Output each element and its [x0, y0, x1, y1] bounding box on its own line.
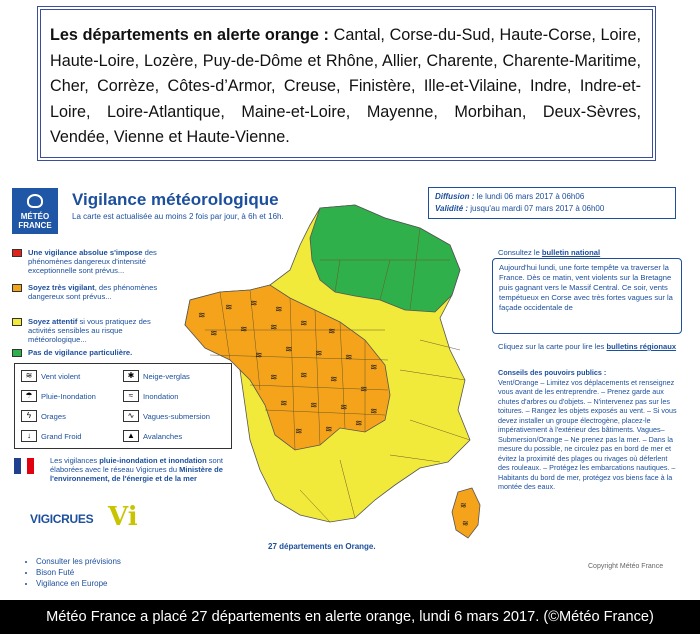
svg-text:≋: ≋ [270, 323, 278, 333]
svg-text:≋: ≋ [285, 345, 293, 355]
bulletin-national-link[interactable]: bulletin national [541, 248, 601, 257]
alert-label: Les départements en alerte orange : [50, 26, 329, 44]
svg-text:≋: ≋ [330, 375, 338, 385]
svg-text:≋: ≋ [250, 299, 258, 309]
link-bison-fute[interactable]: • Bison Futé [36, 567, 121, 578]
legend-orange-swatch [12, 284, 22, 292]
meteo-france-logo[interactable] [12, 188, 58, 234]
phenomenon-cold: ↓ Grand Froid [21, 430, 82, 442]
snow-icon: ✱ [123, 370, 139, 382]
svg-text:≋: ≋ [270, 373, 278, 383]
vigicrues-logo[interactable]: VIGICRUES [30, 512, 94, 526]
photo-caption: Météo France a placé 27 départements en alerte orange, lundi 6 mars 2017. (©Météo France) [0, 600, 700, 634]
france-vigilance-map[interactable] [180, 200, 490, 540]
validite-label: Validité : [435, 204, 469, 213]
legend-red-swatch [12, 249, 22, 257]
corsica [452, 488, 480, 538]
svg-text:≋: ≋ [355, 419, 363, 429]
legend-green-swatch [12, 349, 22, 357]
svg-text:≋: ≋ [210, 329, 218, 339]
phenomenon-rain-flood: ☂ Pluie-Inondation [21, 390, 96, 402]
republique-francaise-logo [14, 458, 34, 474]
phenomenon-flood: ≈ Inondation [123, 390, 178, 402]
legend-yellow: Soyez attentif si vous pratiquez des activités sensibles au risque météorologique... [28, 317, 151, 344]
phenomenon-waves: ∿ Vagues-submersion [123, 410, 210, 422]
alert-departments-list: Cantal, Corse-du-Sud, Haute-Corse, Loire, Haute-Loire, Lozère, Puy-de-Dôme et Rhône, Allier, Charente, Charente-Maritime, Cher, Corrèze, Côtes-d’Armor, Creuse, Finistère, Ille-et-Vilaine, Indre, Indre-et-Loire, Loire-Atlantique, Maine-et-Loire, Mayenne, Morbihan, Deux-Sèvres, Vendée, Vienne et Haute-Vienne. [50, 26, 641, 147]
regional-bulletins-line: Cliquez sur la carte pour lire les bulletins régionaux [498, 342, 677, 351]
svg-text:≋: ≋ [275, 305, 283, 315]
phenomenon-wind: ≋ Vent violent [21, 370, 80, 382]
phenomenon-storm: ϟ Orages [21, 410, 66, 422]
advice-title: Conseils des pouvoirs publics : [498, 368, 607, 377]
bulletin-national-line: Consultez le bulletin national [498, 248, 601, 257]
validite-value: jusqu'au mardi 07 mars 2017 à 06h00 [468, 204, 605, 213]
svg-text:≋: ≋ [370, 363, 378, 373]
svg-text:≋: ≋ [345, 353, 353, 363]
svg-text:≋: ≋ [325, 425, 333, 435]
legend-yellow-swatch [12, 318, 22, 326]
svg-text:≋: ≋ [295, 427, 303, 437]
diffusion-label: Diffusion : [435, 192, 475, 201]
svg-text:≋: ≋ [300, 371, 308, 381]
svg-text:≋: ≋ [225, 303, 233, 313]
vigicrues-vi-mark: Vi [108, 502, 138, 532]
link-previsions[interactable]: • Consulter les prévisions [36, 556, 121, 567]
vigilance-subtitle: La carte est actualisée au moins 2 fois par jour, à 6h et 16h. [72, 212, 284, 221]
rain-flood-icon: ☂ [21, 390, 37, 402]
advice-text: Vent/Orange – Limitez vos déplacements et renseignez vous avant de les entreprendre. – Prenez garde aux chutes d'arbres ou d'objets. – N'intervenez pas sur les toitures. – Rangez les objets exposés au vent. – Si vous devez installer un groupe électrogène, placez-le impérativement à l'extérieur des bâtiments. Vagues–Submersion/Orange – Ne prenez pas la mer. – Dans la mesure du possible, ne circulez pas en bord de mer et évitez la proximité des plages ou rivages où déferlent des rouleaux. – Protégez les embarcations nautiques. – Habitants du bord de mer, protégez vos biens face à la montée des eaux. [498, 377, 677, 491]
links-list [26, 556, 121, 589]
diffusion-value: le lundi 06 mars 2017 à 06h06 [474, 192, 585, 201]
orange-count-label: 27 départements en Orange. [268, 542, 376, 551]
logo-text: MÉTÉO FRANCE [18, 212, 52, 230]
svg-text:≋: ≋ [328, 327, 336, 337]
legend-orange: Soyez très vigilant, des phénomènes dangereux sont prévus... [28, 283, 158, 301]
bulletins-regionaux-link[interactable]: bulletins régionaux [606, 342, 677, 351]
link-vigilance-europe[interactable]: • Vigilance en Europe [36, 578, 121, 589]
legend-green: Pas de vigilance particulière. [28, 348, 133, 357]
svg-text:≋: ≋ [460, 501, 467, 510]
phenomenon-avalanche: ▲ Avalanches [123, 430, 182, 442]
svg-text:≋: ≋ [255, 351, 263, 361]
vigicrues-note: Les vigilances pluie-inondation et inondation sont élaborées avec le réseau Vigicrues du Ministère de l'environnement, de l'énergie et de la mer [50, 456, 223, 483]
thermometer-icon: ↓ [21, 430, 37, 442]
svg-text:≋: ≋ [360, 385, 368, 395]
svg-text:≋: ≋ [240, 325, 248, 335]
svg-text:≋: ≋ [340, 403, 348, 413]
svg-text:≋: ≋ [310, 401, 318, 411]
svg-text:≋: ≋ [315, 349, 323, 359]
phenomenon-snow: ✱ Neige-verglas [123, 370, 190, 382]
svg-text:≋: ≋ [280, 399, 288, 409]
globe-icon [27, 194, 43, 208]
avalanche-icon: ▲ [123, 430, 139, 442]
svg-text:≋: ≋ [198, 311, 206, 321]
vigilance-map-panel [0, 170, 700, 600]
svg-text:≋: ≋ [300, 319, 308, 329]
storm-icon: ϟ [21, 410, 37, 422]
copyright-text: Copyright Météo France [588, 563, 664, 570]
svg-text:≋: ≋ [370, 407, 378, 417]
waves-icon: ∿ [123, 410, 139, 422]
vigilance-title: Vigilance météorologique [72, 190, 279, 209]
legend-red: Une vigilance absolue s'impose des phénomènes dangereux d'intensité exceptionnelle sont prévus... [28, 248, 157, 275]
svg-text:≋: ≋ [462, 519, 469, 528]
wind-icon: ≋ [21, 370, 37, 382]
forecast-message-box: Aujourd'hui lundi, une forte tempête va traverser la France. Dès ce matin, vent violents sur la Bretagne puis gagnant vers le Massif Central. Ce soir, vents tempétueux en Corse avec très fortes vagues sur la façade occidentale de [492, 258, 682, 334]
flood-icon: ≈ [123, 390, 139, 402]
advice-block [498, 368, 680, 492]
alert-departments-box [37, 6, 656, 161]
